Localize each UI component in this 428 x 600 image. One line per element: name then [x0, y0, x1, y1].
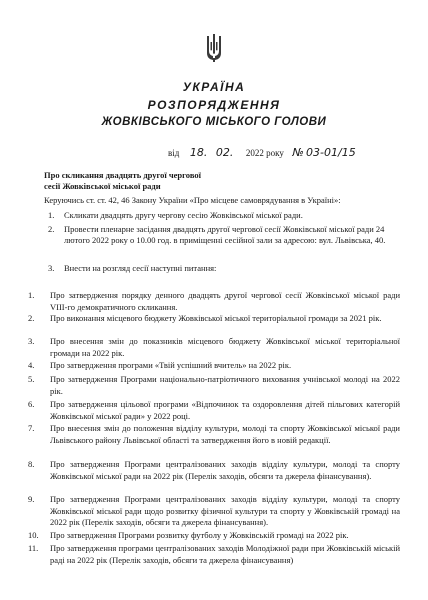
number-label: №: [292, 146, 304, 159]
agenda-number: 5.: [28, 374, 35, 384]
agenda-text: Про затвердження Програми централізованих заходів відділу культури, молоді та спорту Жовківської міської ради на 2022 рік (Перелік заходів, обсяги та джерела фінансування).: [50, 459, 400, 481]
agenda-text: Про затвердження Програми національно-патріотичного виховання учнівської молоді на 2022 рік.: [50, 374, 400, 396]
agenda-item: [28, 360, 400, 372]
agenda-item: [28, 313, 400, 325]
paragraph-number: 3.: [48, 263, 55, 273]
agenda-item: [28, 494, 400, 529]
agenda-item: [28, 543, 400, 566]
authority-heading: ЖОВКІВСЬКОГО МІСЬКОГО ГОЛОВИ: [101, 116, 327, 128]
date-day: 18.: [189, 146, 208, 159]
agenda-text: Про затвердження Програми централізованих заходів відділу культури, молоді та спорту Жовківської міської ради щодо розвитку фізичної культури та спорту у Жовківській громаді на 2022 рік (Перелік заходів, обсяги та джерела фінансування).: [50, 494, 400, 527]
intro-paragraph: Керуючись ст. ст. 42, 46 Закону України «Про місцеве самоврядування в Україні»:: [44, 195, 341, 205]
paragraph-text: Провести пленарне засідання двадцять другої чергової сесії Жовківської міської ради 24 лютого 2022 року о 10.00 год. в приміщенні сесійної зали за адресою: вул. Львівська, 40.: [64, 224, 386, 245]
numbered-paragraph: [48, 224, 396, 246]
agenda-item: [28, 399, 400, 422]
agenda-text: Про затвердження порядку денного двадцять другої чергової сесії Жовківської міської ради VIII-го демократичного скликання.: [50, 290, 400, 312]
document-type-heading: РОЗПОРЯДЖЕННЯ: [147, 98, 281, 112]
agenda-text: Про затвердження програми централізованих заходів Молодіжної ради при Жовківській міській раді на 2022 рік (Перелік заходів, обсяги та джерела фінансування): [50, 543, 400, 565]
date-prefix: від: [168, 148, 180, 158]
agenda-item: [28, 374, 400, 397]
agenda-item: [28, 459, 400, 482]
document-number: 03-01/15: [306, 146, 356, 159]
agenda-number: 11.: [28, 543, 39, 553]
agenda-number: 2.: [28, 313, 35, 323]
agenda-text: Про виконання місцевого бюджету Жовківської міської територіальної громади за 2021 рік.: [50, 313, 382, 323]
trident-emblem-icon: [205, 33, 223, 63]
agenda-text: Про внесення змін до показників місцевого бюджету Жовківської міської територіальної громади на 2022 рік.: [50, 336, 400, 358]
date-line: [168, 146, 356, 159]
paragraph-text: Внести на розгляд сесії наступні питання:: [64, 263, 217, 273]
agenda-text: Про затвердження Програми розвитку футболу у Жовківській громаді на 2022 рік.: [50, 530, 349, 540]
paragraph-number: 1.: [48, 210, 55, 220]
agenda-number: 6.: [28, 399, 35, 409]
agenda-number: 7.: [28, 423, 35, 433]
subject-line: Про скликання двадцять другої чергової: [44, 170, 201, 180]
agenda-item: [28, 336, 400, 359]
subject-line: сесії Жовківської міської ради: [44, 181, 161, 191]
numbered-paragraph: [48, 210, 396, 221]
date-year: 2022 року: [245, 148, 284, 158]
date-month: 02.: [215, 146, 234, 159]
agenda-text: Про затвердження цільової програми «Відпочинок та оздоровлення дітей пільгових категорій Жовківської міської ради» у 2022 році.: [50, 399, 400, 421]
agenda-number: 1.: [28, 290, 35, 300]
paragraph-text: Скликати двадцять другу чергову сесію Жовківської міської ради.: [64, 210, 303, 220]
agenda-number: 4.: [28, 360, 35, 370]
country-heading: УКРАЇНА: [182, 80, 246, 94]
paragraph-number: 2.: [48, 224, 55, 234]
agenda-item: [28, 530, 400, 542]
numbered-paragraph: [48, 263, 396, 274]
agenda-item: [28, 290, 400, 313]
subject-block: [44, 170, 201, 192]
agenda-number: 10.: [28, 530, 39, 540]
agenda-text: Про внесення змін до положення відділу культури, молоді та спорту Жовківської міської ради Львівського району Львівської області та затвердження його в новій редакції.: [50, 423, 400, 445]
agenda-number: 8.: [28, 459, 35, 469]
agenda-number: 9.: [28, 494, 35, 504]
agenda-text: Про затвердження програми «Твій успішний вчитель» на 2022 рік.: [50, 360, 292, 370]
agenda-number: 3.: [28, 336, 35, 346]
agenda-item: [28, 423, 400, 446]
